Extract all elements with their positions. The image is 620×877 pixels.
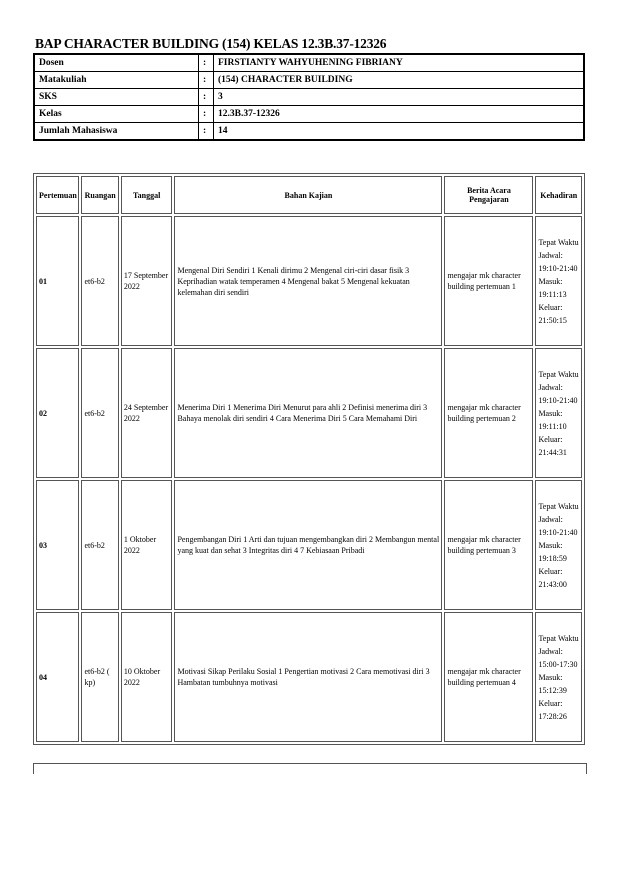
info-label: Jumlah Mahasiswa: [34, 123, 199, 141]
info-row-kelas: [34, 106, 584, 123]
info-value: (154) CHARACTER BUILDING: [214, 72, 585, 89]
cell-berita-acara: mengajar mk character building pertemuan 3: [444, 480, 533, 610]
cell-pertemuan: 02: [36, 348, 79, 478]
info-colon: :: [199, 54, 214, 72]
table-row: [36, 216, 582, 346]
cell-bahan-kajian: Mengenal Diri Sendiri 1 Kenali dirimu 2 Mengenal ciri-ciri dasar fisik 3 Keprihadian watak temperamen 4 Mengenal bakat 5 Mengenal kekuatan kelemahan diri sendiri: [174, 216, 442, 346]
cell-bahan-kajian: Menerima Diri 1 Menerima Diri Menurut para ahli 2 Definisi menerima diri 3 Bahaya menolak diri sendiri 4 Cara Menerima Diri 5 Cara Memahami Diri: [174, 348, 442, 478]
info-label: Dosen: [34, 54, 199, 72]
cell-kehadiran: Tepat Waktu Jadwal: 19:10-21:40 Masuk: 19:18:59 Keluar: 21:43:00: [535, 480, 582, 610]
cell-kehadiran: Tepat Waktu Jadwal: 15:00-17:30 Masuk: 15:12:39 Keluar: 17:28:26: [535, 612, 582, 742]
header-kehadiran: Kehadiran: [535, 176, 582, 214]
table-row: [36, 480, 582, 610]
info-value: 12.3B.37-12326: [214, 106, 585, 123]
cell-ruangan: et6-b2: [81, 216, 118, 346]
table-row: [36, 612, 582, 742]
course-info-table: [33, 53, 585, 141]
cell-tanggal: 17 September 2022: [121, 216, 173, 346]
cell-tanggal: 24 September 2022: [121, 348, 173, 478]
cell-pertemuan: 03: [36, 480, 79, 610]
header-tanggal: Tanggal: [121, 176, 173, 214]
cell-kehadiran: Tepat Waktu Jadwal: 19:10-21:40 Masuk: 19:11:13 Keluar: 21:50:15: [535, 216, 582, 346]
cell-ruangan: et6-b2 ( kp): [81, 612, 118, 742]
info-colon: :: [199, 89, 214, 106]
info-row-dosen: [34, 54, 584, 72]
page-title: BAP CHARACTER BUILDING (154) KELAS 12.3B.37-12326: [35, 36, 387, 51]
info-colon: :: [199, 72, 214, 89]
info-value: 14: [214, 123, 585, 141]
table-header-row: [36, 176, 582, 214]
info-label: Kelas: [34, 106, 199, 123]
cell-ruangan: et6-b2: [81, 348, 118, 478]
cell-pertemuan: 01: [36, 216, 79, 346]
cell-bahan-kajian: Pengembangan Diri 1 Arti dan tujuan mengembangkan diri 2 Membangun mental yang kuat dan sehat 3 Integritas diri 4 7 Kebiasaan Pribadi: [174, 480, 442, 610]
table-continuation-edge: [33, 763, 587, 774]
header-pertemuan: Pertemuan: [36, 176, 79, 214]
cell-ruangan: et6-b2: [81, 480, 118, 610]
info-row-sks: [34, 89, 584, 106]
table-row: [36, 348, 582, 478]
header-berita-acara: Berita Acara Pengajaran: [444, 176, 533, 214]
info-value: 3: [214, 89, 585, 106]
cell-berita-acara: mengajar mk character building pertemuan 2: [444, 348, 533, 478]
info-colon: :: [199, 106, 214, 123]
cell-berita-acara: mengajar mk character building pertemuan 1: [444, 216, 533, 346]
info-row-jumlah: [34, 123, 584, 141]
header-bahan-kajian: Bahan Kajian: [174, 176, 442, 214]
info-value: FIRSTIANTY WAHYUHENING FIBRIANY: [214, 54, 585, 72]
cell-berita-acara: mengajar mk character building pertemuan 4: [444, 612, 533, 742]
cell-bahan-kajian: Motivasi Sikap Perilaku Sosial 1 Pengertian motivasi 2 Cara memotivasi diri 3 Hambatan tumbuhnya motivasi: [174, 612, 442, 742]
cell-pertemuan: 04: [36, 612, 79, 742]
cell-tanggal: 1 Oktober 2022: [121, 480, 173, 610]
cell-tanggal: 10 Oktober 2022: [121, 612, 173, 742]
info-row-matakuliah: [34, 72, 584, 89]
cell-kehadiran: Tepat Waktu Jadwal: 19:10-21:40 Masuk: 19:11:10 Keluar: 21:44:31: [535, 348, 582, 478]
info-label: SKS: [34, 89, 199, 106]
info-colon: :: [199, 123, 214, 141]
info-label: Matakuliah: [34, 72, 199, 89]
attendance-table: [33, 173, 585, 745]
header-ruangan: Ruangan: [81, 176, 118, 214]
